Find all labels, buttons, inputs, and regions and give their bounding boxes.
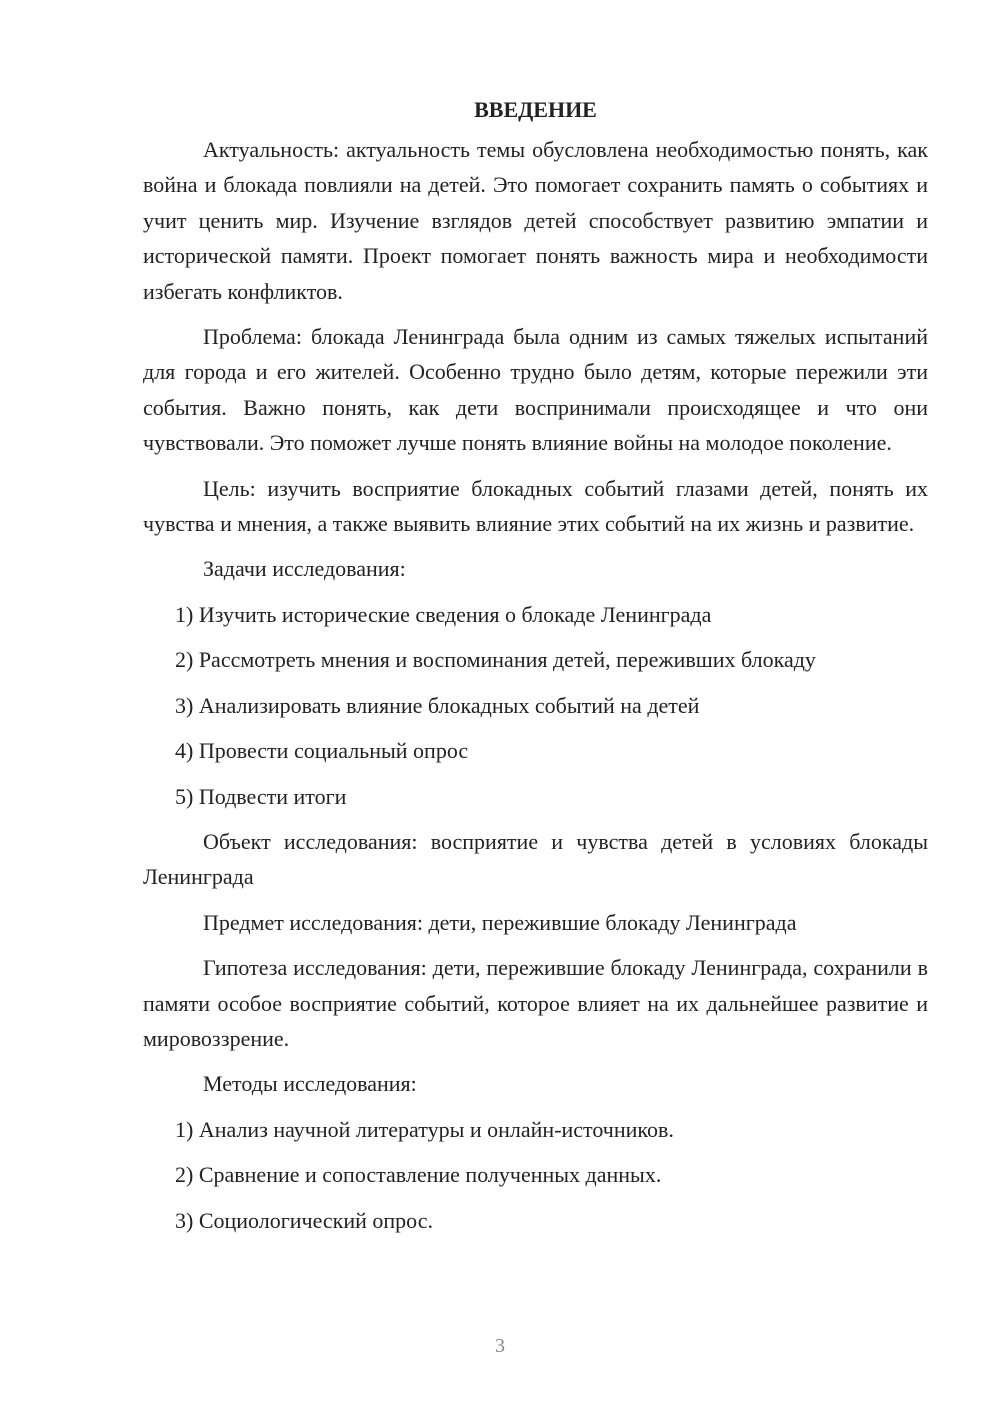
- methods-list: [143, 1112, 928, 1238]
- problem-paragraph: Проблема: блокада Ленинграда была одним из самых тяжелых испытаний для города и его жителей. Особенно трудно было детям, которые пережили эти события. Важно понять, как дети воспринимали происходящее и что они чувствовали. Это поможет лучше понять влияние войны на молодое поколение.: [143, 324, 928, 456]
- relevance-paragraph: Актуальность: актуальность темы обусловлена необходимостью понять, как война и блокада повлияли на детей. Это помогает сохранить память о событиях и учит ценить мир. Изучение взглядов детей способствует развитию эмпатии и исторической памяти. Проект помогает понять важность мира и необходимости избегать конфликтов.: [143, 137, 928, 304]
- goal-paragraph: Цель: изучить восприятие блокадных событий глазами детей, понять их чувства и мнения, а также выявить влияние этих событий на их жизнь и развитие.: [143, 475, 928, 537]
- list-item: 2) Рассмотреть мнения и воспоминания детей, переживших блокаду: [175, 647, 816, 673]
- tasks-heading: Задачи исследования:: [203, 556, 406, 582]
- list-item: 3) Социологический опрос.: [175, 1207, 433, 1233]
- list-item: 4) Провести социальный опрос: [175, 738, 469, 764]
- subject-paragraph: Предмет исследования: дети, пережившие блокаду Ленинграда: [203, 909, 797, 935]
- page-number: 3: [495, 1335, 505, 1357]
- page-title: ВВЕДЕНИЕ: [474, 97, 597, 122]
- list-item: 1) Анализ научной литературы и онлайн-источников.: [175, 1116, 674, 1142]
- list-item: 1) Изучить исторические сведения о блокаде Ленинграда: [175, 601, 712, 627]
- hypothesis-paragraph: Гипотеза исследования: дети, пережившие блокаду Ленинграда, сохранили в памяти особое восприятие событий, которое влияет на их дальнейшее развитие и мировоззрение.: [143, 955, 928, 1051]
- list-item: 3) Анализировать влияние блокадных событий на детей: [175, 692, 700, 718]
- tasks-list: [143, 597, 928, 814]
- methods-heading: Методы исследования:: [203, 1071, 417, 1097]
- list-item: 2) Сравнение и сопоставление полученных данных.: [175, 1162, 662, 1188]
- object-paragraph: Объект исследования: восприятие и чувства детей в условиях блокады Ленинграда: [143, 828, 928, 890]
- document-page: [143, 92, 928, 1248]
- list-item: 5) Подвести итоги: [175, 783, 347, 809]
